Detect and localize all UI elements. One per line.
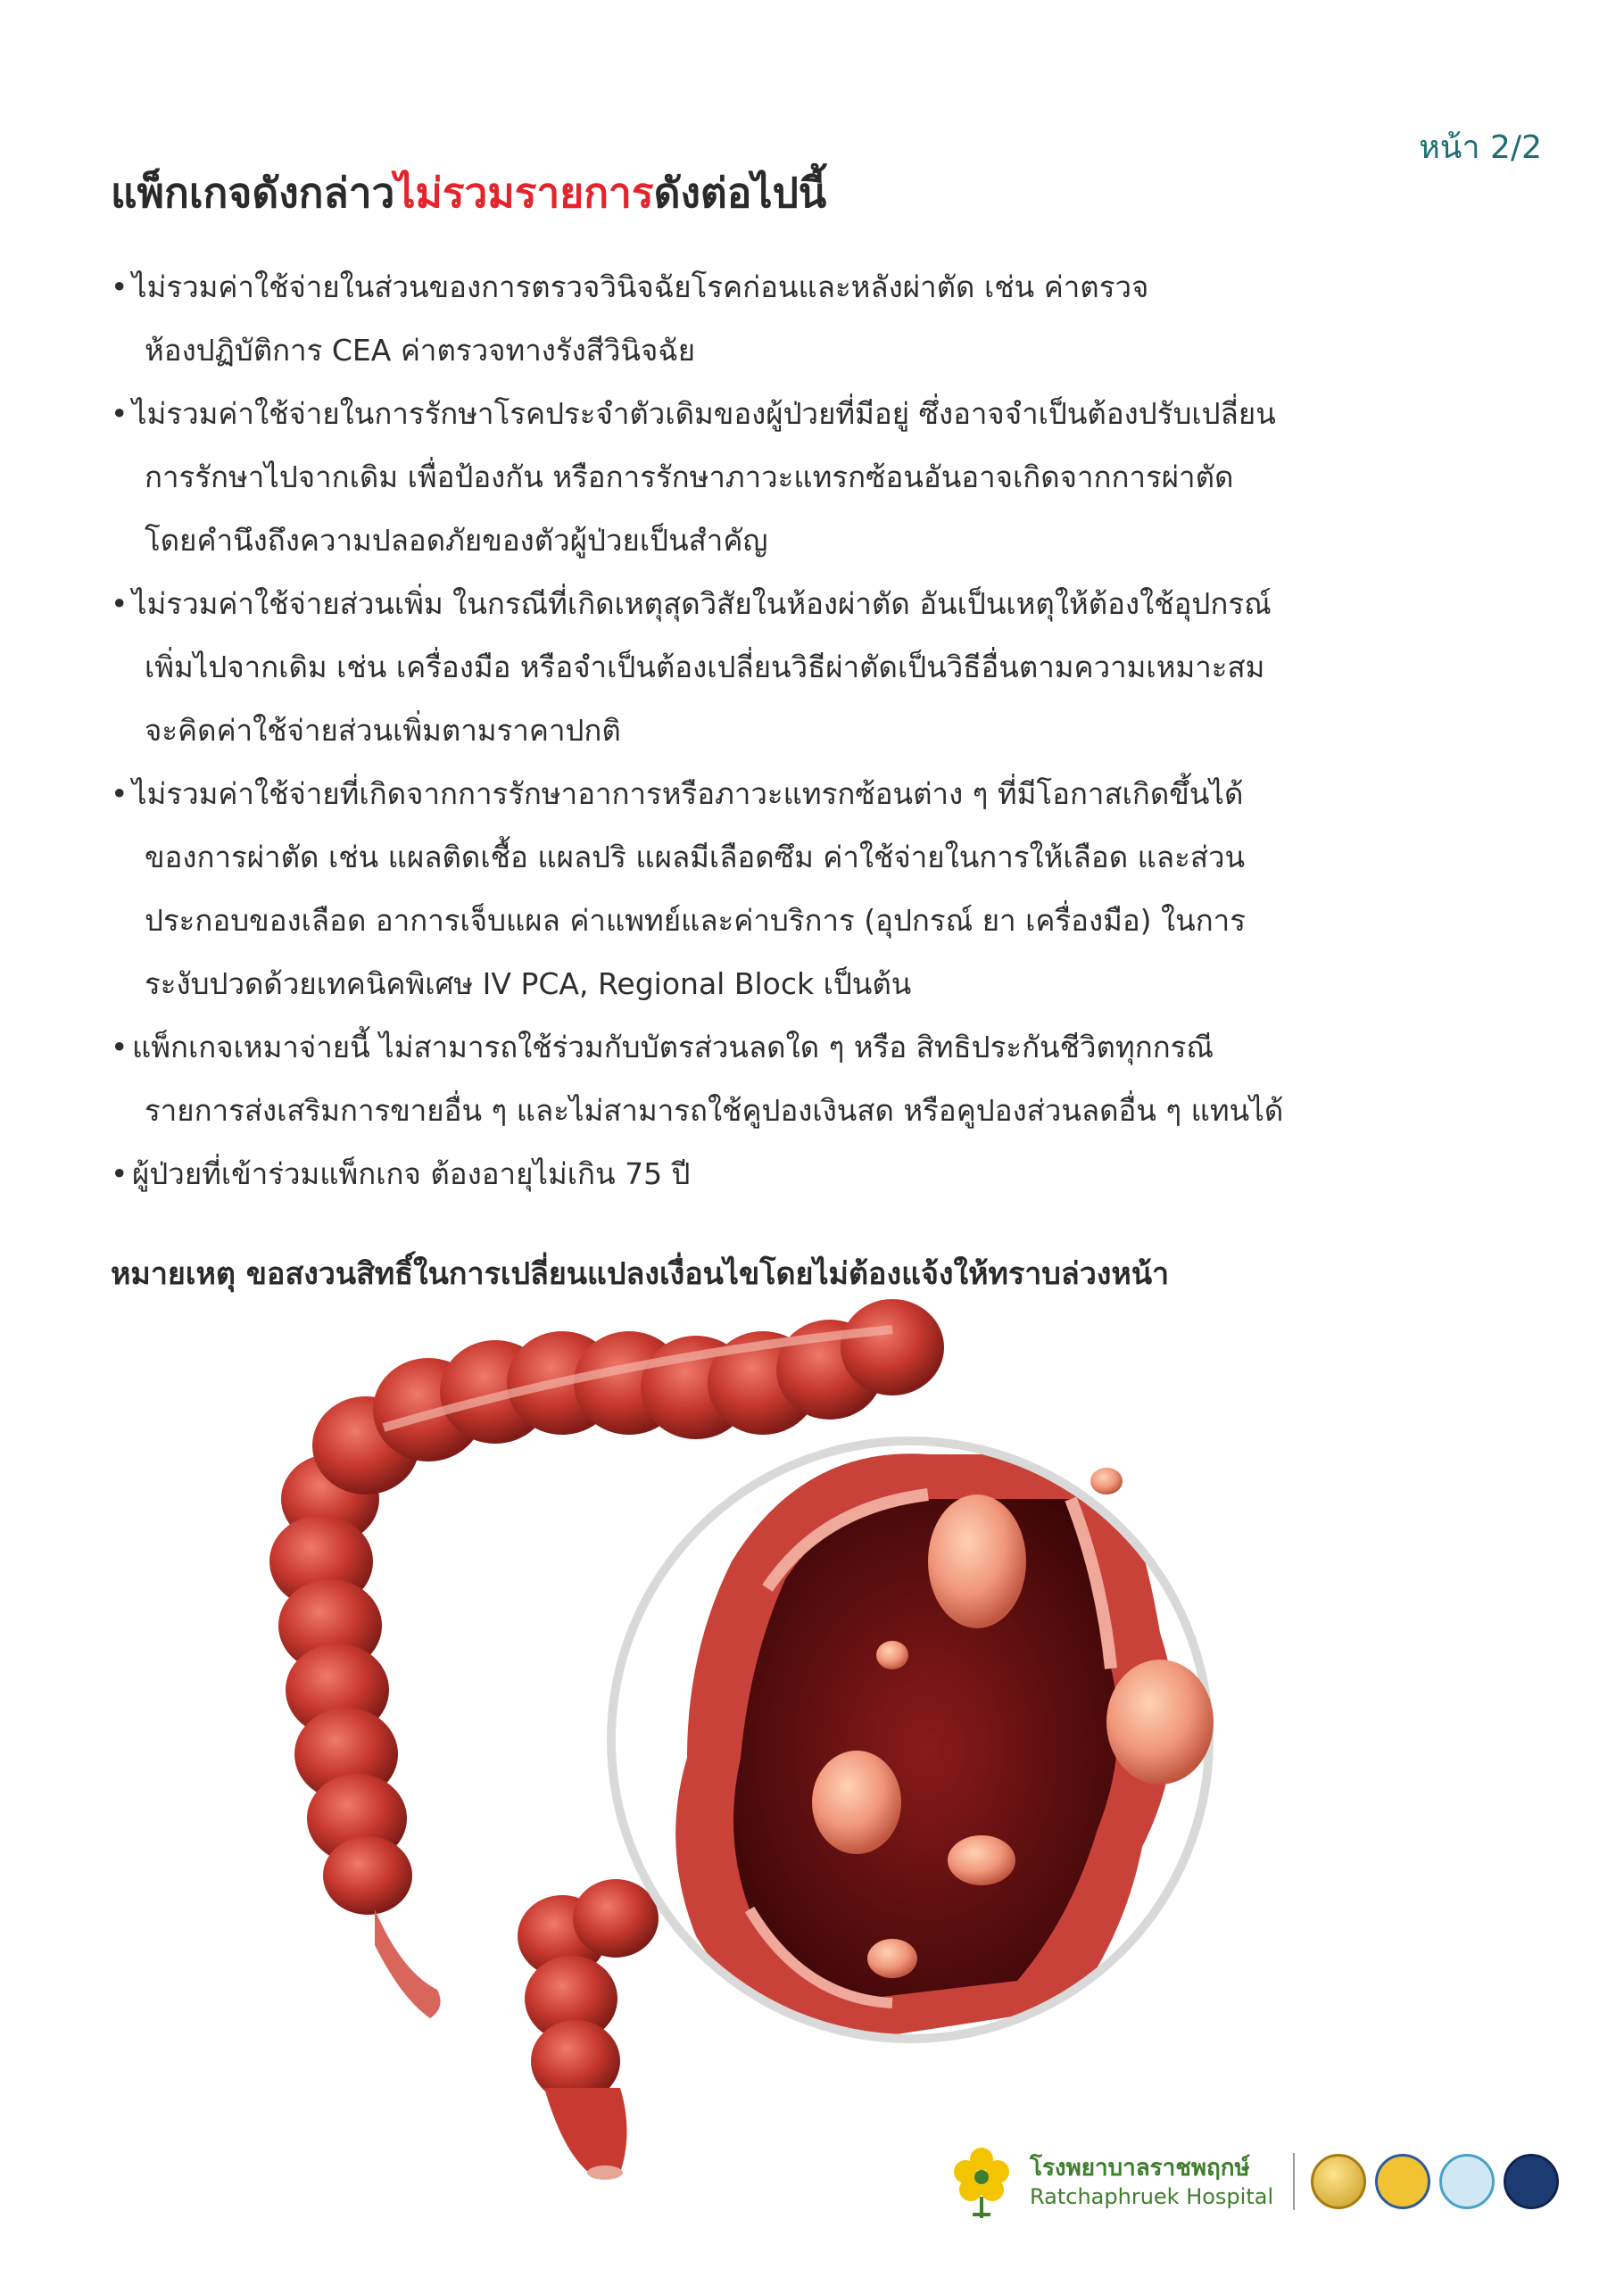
sha-badge-icon [1504, 2154, 1559, 2209]
list-item-line: ห้องปฏิบัติการ CEA ค่าตรวจทางรังสีวินิจฉัย [145, 333, 696, 368]
ascending-colon [269, 1454, 441, 2018]
list-item-line: ประกอบของเลือด อาการเจ็บแผล ค่าแพทย์และค่าบริการ (อุปกรณ์ ยา เครื่องมือ) ในการ [145, 903, 1246, 938]
bullet-icon: • [111, 269, 128, 304]
list-item [111, 255, 1520, 382]
bullet-icon: • [111, 396, 128, 431]
heading-part-3: ดังต่อไปนี้ [653, 169, 827, 217]
ratchaphruek-flower-logo-icon [946, 2141, 1017, 2222]
list-item-line: เพิ่มไปจากเดิม เช่น เครื่องมือ หรือจำเป็นต้องเปลี่ยนวิธีผ่าตัดเป็นวิธีอื่นตามความเหมาะสม [145, 650, 1265, 684]
hospital-name-english: Ratchaphruek Hospital [1030, 2184, 1274, 2209]
bullet-icon: • [111, 586, 128, 621]
ha-accreditation-icon [1375, 2154, 1430, 2209]
list-item-line: ของการผ่าตัด เช่น แผลติดเชื้อ แผลปริ แผลมีเลือดซึม ค่าใช้จ่ายในการให้เลือด และส่วน [145, 840, 1246, 874]
list-item-line: จะคิดค่าใช้จ่ายส่วนเพิ่มตามราคาปกติ [145, 713, 621, 748]
footer-divider [1293, 2153, 1295, 2210]
list-item-line: ผู้ป่วยที่เข้าร่วมแพ็กเกจ ต้องอายุไม่เกิน 75 ปี [132, 1156, 691, 1191]
list-item [111, 1142, 1520, 1205]
list-item-line: แพ็กเกจเหมาจ่ายนี้ ไม่สามารถใช้ร่วมกับบัตรส่วนลดใด ๆ หรือ สิทธิประกันชีวิตทุกกรณี [132, 1030, 1214, 1064]
page-number: หน้า 2/2 [1419, 129, 1542, 166]
list-item-line: ไม่รวมค่าใช้จ่ายส่วนเพิ่ม ในกรณีที่เกิดเหตุสุดวิสัยในห้องผ่าตัด อันเป็นเหตุให้ต้องใช้อุปกรณ์ [132, 586, 1272, 621]
sigmoid-colon [518, 1879, 659, 2180]
list-item-line: การรักษาไปจากเดิม เพื่อป้องกัน หรือการรักษาภาวะแทรกซ้อนอันอาจเกิดจากการผ่าตัด [145, 460, 1234, 494]
hospital-name-thai: โรงพยาบาลราชพฤกษ์ [1030, 2155, 1250, 2182]
heading-highlight: ไม่รวมรายการ [394, 169, 654, 217]
exclusion-list [111, 255, 1520, 1205]
heading-part-1: แพ็กเกจดังกล่าว [111, 169, 395, 217]
magnified-view [607, 1437, 1231, 2061]
list-item-line: รายการส่งเสริมการขายอื่น ๆ และไม่สามารถใช้คูปองเงินสด หรือคูปองส่วนลดอื่น ๆ แทนได้ [145, 1093, 1284, 1128]
page-heading [111, 161, 826, 226]
tree-certification-icon [1439, 2154, 1495, 2209]
list-item [111, 382, 1520, 572]
disclaimer-note: หมายเหตุ ขอสงวนสิทธิ์ในการเปลี่ยนแปลงเงื่อนไขโดยไม่ต้องแจ้งให้ทราบล่วงหน้า [111, 1256, 1170, 1292]
list-item-line: ไม่รวมค่าใช้จ่ายที่เกิดจากการรักษาอาการหรือภาวะแทรกซ้อนต่าง ๆ ที่มีโอกาสเกิดขึ้นได้ [132, 776, 1244, 811]
colon-tumor-illustration [268, 1294, 1338, 2186]
list-item-line: โดยคำนึงถึงความปลอดภัยของตัวผู้ป่วยเป็นสำคัญ [145, 523, 768, 558]
list-item [111, 1015, 1520, 1142]
list-item [111, 762, 1520, 1015]
gold-seal-icon [1311, 2154, 1366, 2209]
bullet-icon: • [111, 1156, 128, 1191]
list-item [111, 572, 1520, 762]
hospital-name [1030, 2153, 1273, 2210]
bullet-icon: • [111, 1030, 128, 1064]
bullet-icon: • [111, 776, 128, 811]
list-item-line: ระงับปวดด้วยเทคนิคพิเศษ IV PCA, Regional Block เป็นต้น [145, 966, 912, 1001]
list-item-line: ไม่รวมค่าใช้จ่ายในการรักษาโรคประจำตัวเดิมของผู้ป่วยที่มีอยู่ ซึ่งอาจจำเป็นต้องปรับเปลี่ยน [132, 396, 1276, 431]
list-item-line: ไม่รวมค่าใช้จ่ายในส่วนของการตรวจวินิจฉัยโรคก่อนและหลังผ่าตัด เช่น ค่าตรวจ [132, 269, 1149, 304]
hospital-footer [946, 2132, 1570, 2231]
